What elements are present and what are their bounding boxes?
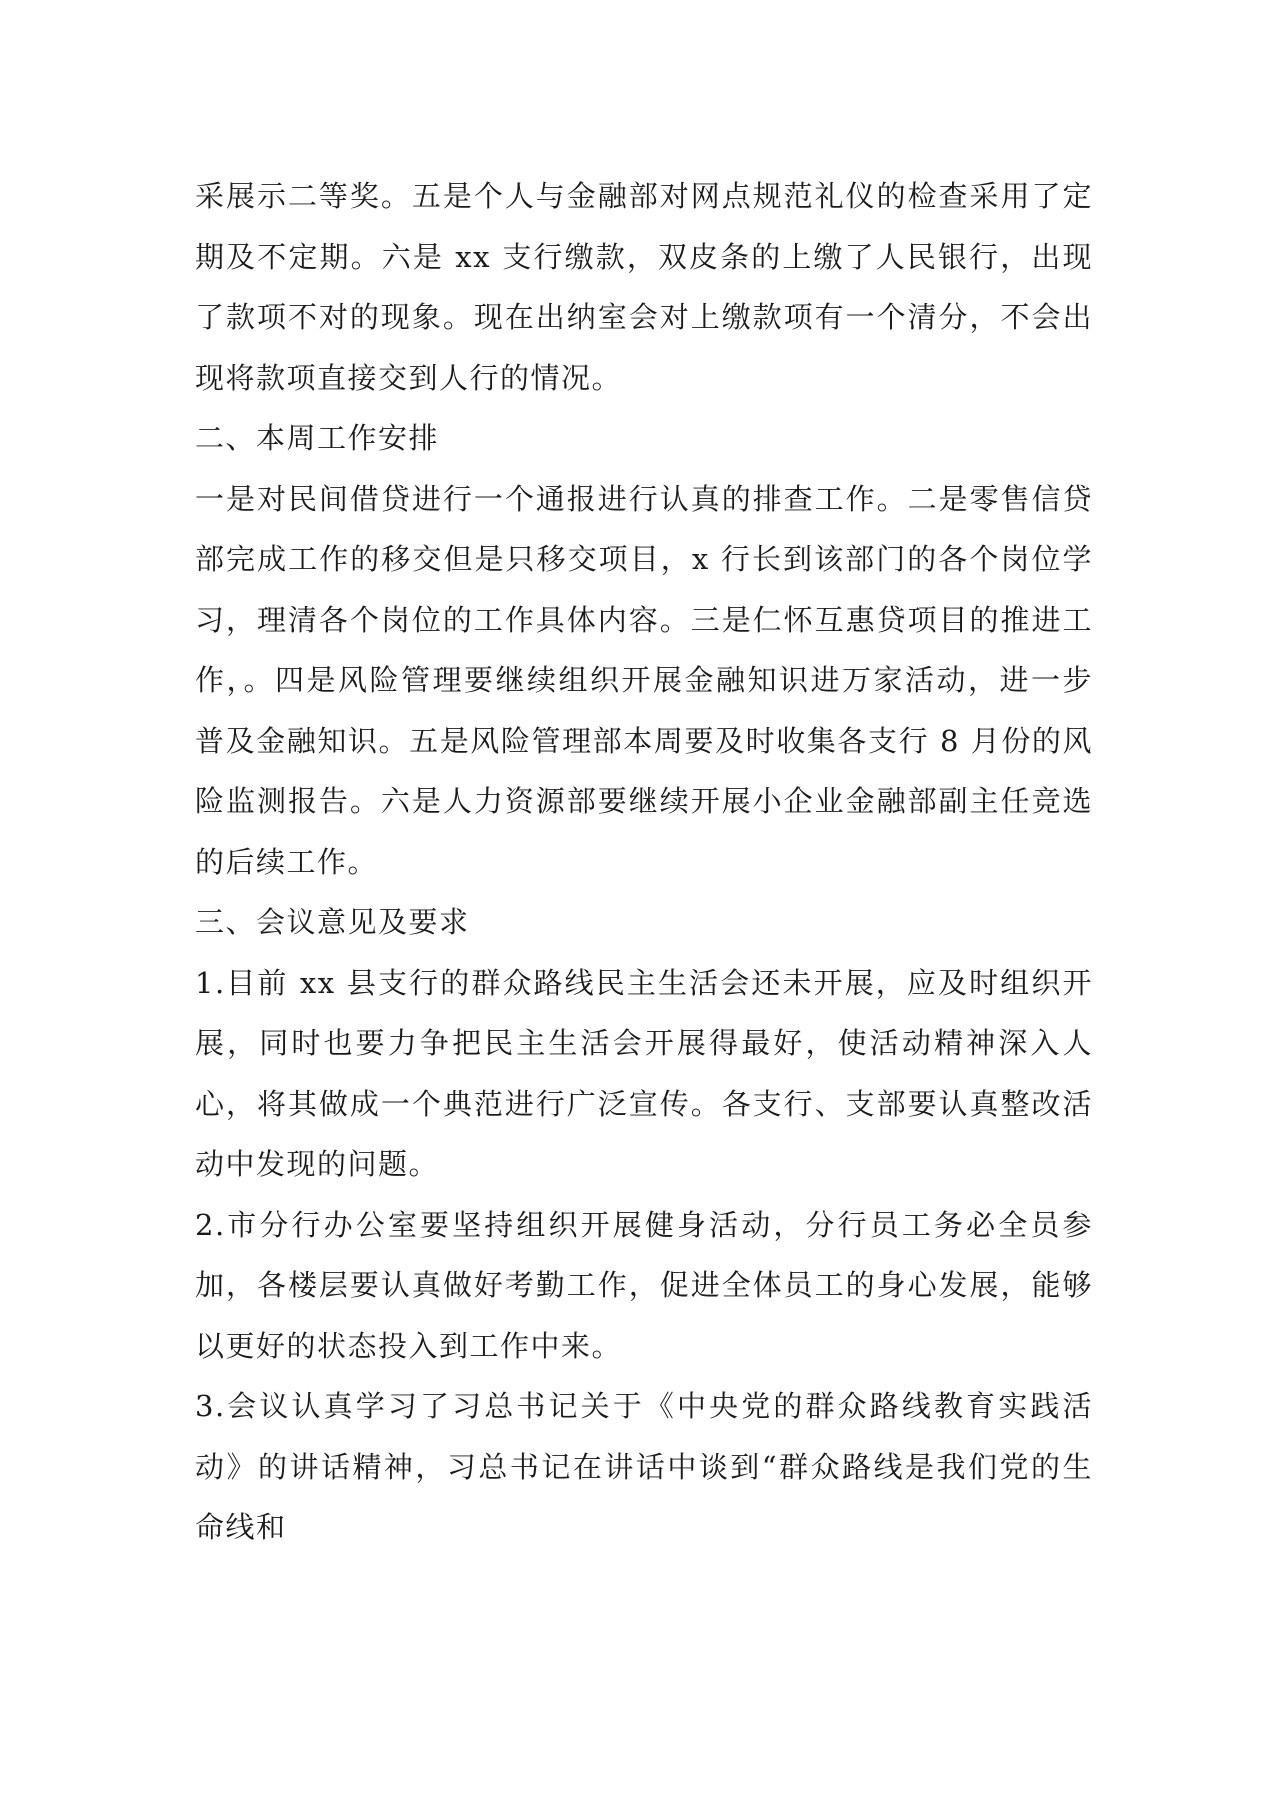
requirement-item-2: 2.市分行办公室要坚持组织开展健身活动，分行员工务必全员参加，各楼层要认真做好考勤工作，促进全体员工的身心发展，能够以更好的状态投入到工作中来。 (195, 1207, 1093, 1363)
document-body (195, 166, 1093, 1558)
section-heading-weekly-plan: 二、本周工作安排 (195, 421, 440, 455)
requirement-item-3: 3.会议认真学习了习总书记关于《中央党的群众路线教育实践活动》的讲话精神，习总书记在讲话中谈到“群众路线是我们党的生命线和 (195, 1389, 1093, 1544)
paragraph-weekly-plan: 一是对民间借贷进行一个通报进行认真的排查工作。二是零售信贷部完成工作的移交但是只移交项目，x 行长到该部门的各个岗位学习，理清各个岗位的工作具体内容。三是仁怀互惠贷项目的推进工作，。四是风险管理要继续组织开展金融知识进万家活动，进一步普及金融知识。五是风险管理部本周要及时收集各支行 8 月份的风险监测报告。六是人力资源部要继续开展小企业金融部副主任竞选的后续工作。 (195, 481, 1093, 879)
requirement-item-1: 1.目前 xx 县支行的群众路线民主生活会还未开展，应及时组织开展，同时也要力争把民主生活会开展得最好，使活动精神深入人心，将其做成一个典范进行广泛宣传。各支行、支部要认真整改活动中发现的问题。 (195, 965, 1093, 1181)
paragraph-continuation: 采展示二等奖。五是个人与金融部对网点规范礼仪的检查采用了定期及不定期。六是 xx 支行缴款，双皮条的上缴了人民银行，出现了款项不对的现象。现在出纳室会对上缴款项有一个清分，不会出现将款项直接交到人行的情况。 (195, 179, 1093, 395)
section-heading-meeting-requirements: 三、会议意见及要求 (195, 905, 470, 939)
